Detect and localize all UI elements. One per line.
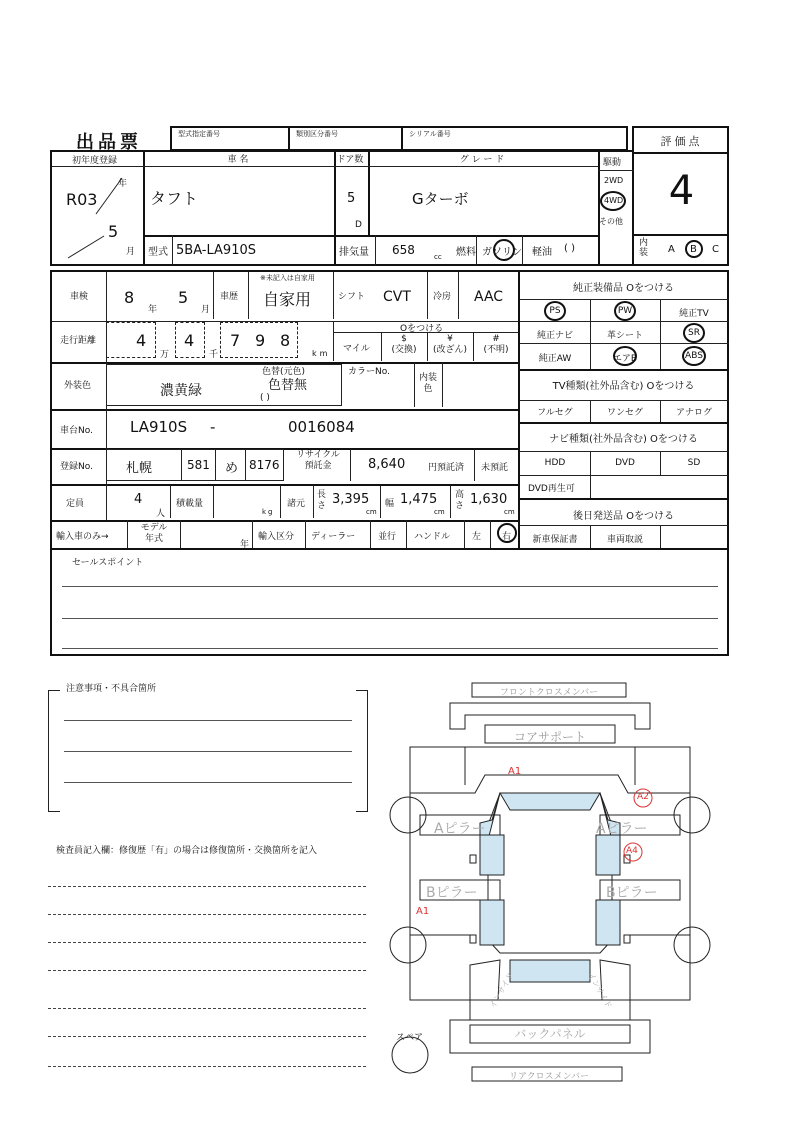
import-type-label: 輸入区分 bbox=[258, 532, 295, 542]
color-label: 外装色 bbox=[64, 381, 92, 391]
recycle-not-deposited: 未預託 bbox=[481, 463, 509, 473]
equip-navi: 純正ナビ bbox=[536, 331, 573, 341]
height-label: 高さ bbox=[455, 490, 465, 511]
later-title: 後日発送品 Oをつける bbox=[572, 511, 675, 522]
capacity-label: 定員 bbox=[66, 499, 85, 509]
load-unit: kg bbox=[262, 508, 275, 516]
later-warranty: 新車保証書 bbox=[532, 535, 578, 545]
rating-label: 評価点 bbox=[660, 135, 703, 148]
serial-field bbox=[401, 126, 628, 151]
equip-tv: 純正TV bbox=[679, 309, 709, 319]
displacement-label: 排気量 bbox=[339, 247, 369, 258]
core-support-label: コアサポート bbox=[513, 730, 586, 744]
mileage-unknown: # (不明) bbox=[483, 334, 509, 355]
recycle: 8,640 bbox=[368, 457, 406, 472]
fuel-paren: ( ) bbox=[564, 243, 575, 254]
class-num-label: 類別区分番号 bbox=[296, 130, 338, 138]
first-reg-month: 5 bbox=[108, 222, 119, 241]
navi-dvd-play: DVD再生可 bbox=[528, 484, 575, 494]
import-dealer: ディーラー bbox=[311, 532, 356, 542]
interior-label: 内装 bbox=[639, 238, 649, 258]
mileage-sen: 千 bbox=[209, 350, 219, 360]
mileage-d2: 4 bbox=[184, 331, 195, 350]
model-year-label: モデル 年式 bbox=[140, 523, 168, 544]
drive-label: 駆動 bbox=[603, 158, 622, 168]
equip-aw: 純正AW bbox=[538, 354, 572, 364]
reg-label: 登録No. bbox=[60, 462, 93, 472]
inspection-year-unit: 年 bbox=[148, 305, 158, 315]
tv-analog: アナログ bbox=[675, 408, 712, 418]
width: 1,475 bbox=[400, 492, 438, 507]
capacity: 4 bbox=[134, 492, 143, 507]
equip-airbag: エアB bbox=[612, 354, 638, 364]
car-name-label: 車 名 bbox=[227, 155, 249, 165]
fuel-label: 燃料 bbox=[456, 247, 476, 258]
reg-num: 8176 bbox=[249, 458, 280, 472]
import-parallel: 並行 bbox=[378, 532, 397, 542]
a-pillar-left-label: Aピラー bbox=[434, 821, 486, 837]
equip-abs: ABS bbox=[685, 351, 703, 361]
handle-right: 右 bbox=[502, 532, 512, 542]
tv-fullseg: フルセグ bbox=[537, 408, 573, 418]
mileage-d1: 4 bbox=[136, 331, 147, 350]
width-unit: cm bbox=[434, 508, 445, 516]
fuel-diesel: 軽油 bbox=[532, 247, 552, 258]
model-cert-label: 型式指定番号 bbox=[178, 130, 220, 138]
import-label: 輸入車のみ→ bbox=[56, 532, 109, 542]
doors: 5 bbox=[347, 191, 356, 206]
inspection-year: 8 bbox=[124, 288, 135, 307]
shift-label: シフト bbox=[338, 292, 366, 302]
navi-sd: SD bbox=[687, 458, 701, 468]
height: 1,630 bbox=[470, 492, 508, 507]
back-panel-label: バックパネル bbox=[514, 1027, 586, 1041]
sales-point-box bbox=[50, 548, 729, 656]
class-num-field bbox=[288, 126, 403, 151]
spare-label: スペア bbox=[396, 1033, 424, 1043]
handle-left: 左 bbox=[472, 532, 482, 542]
equipment-title: 純正装備品 Oをつける bbox=[572, 283, 675, 294]
notes-bracket bbox=[48, 690, 60, 812]
fuel-gasoline: ガソリン bbox=[482, 247, 522, 258]
repaint: 色替無 bbox=[268, 378, 308, 393]
mileage-d5: 8 bbox=[280, 331, 291, 350]
damage-mark-a2: A2 bbox=[637, 792, 649, 802]
ac-label: 冷房 bbox=[433, 292, 452, 302]
inside-left-label: インサイド bbox=[487, 971, 516, 1010]
grade-label: グ レ ー ド bbox=[459, 155, 505, 165]
front-cross-label: フロントクロスメンバー bbox=[499, 688, 599, 698]
tv-title: TV種類(社外品含む) Oをつける bbox=[552, 381, 695, 392]
reg-class: 581 bbox=[187, 458, 210, 472]
damage-mark-a1-left: A1 bbox=[416, 906, 430, 917]
inspector-label: 検査員記入欄：修復歴「有」の場合は修復箇所・交換箇所を記入 bbox=[56, 846, 318, 856]
rating-value: 4 bbox=[668, 168, 695, 214]
interior-a: A bbox=[668, 244, 675, 255]
mileage-label: 走行距離 bbox=[60, 336, 97, 346]
first-reg-era: R03 bbox=[66, 190, 98, 209]
color-no-label: カラーNo. bbox=[348, 367, 390, 377]
displacement-unit: cc bbox=[434, 253, 442, 261]
b-pillar-right-label: Bピラー bbox=[606, 885, 658, 901]
first-reg-year-unit: 年 bbox=[118, 179, 128, 189]
inspection-month: 5 bbox=[178, 288, 189, 307]
sales-point-label: セールスポイント bbox=[72, 558, 144, 568]
b-pillar-left-label: Bピラー bbox=[426, 885, 478, 901]
chassis-label: 車台No. bbox=[60, 426, 93, 436]
length-label: 長さ bbox=[317, 490, 327, 511]
mileage-altered: ¥ (改ざん) bbox=[432, 334, 468, 355]
mileage-man: 万 bbox=[160, 350, 170, 360]
damage-mark-a1-top: A1 bbox=[508, 766, 522, 777]
inspection-label: 車検 bbox=[70, 292, 89, 302]
navi-dvd: DVD bbox=[615, 458, 635, 468]
equip-pw: PW bbox=[617, 306, 633, 316]
equip-ps: PS bbox=[549, 306, 561, 316]
page-title: 出品票 bbox=[76, 132, 142, 153]
capacity-unit: 人 bbox=[156, 509, 166, 519]
a-pillar-right-label: Aピラー bbox=[596, 821, 648, 837]
first-reg-label: 初年度登録 bbox=[72, 156, 118, 166]
equip-leather: 革シート bbox=[606, 331, 643, 341]
doors-label: ドア数 bbox=[336, 155, 364, 165]
model-year-unit: 年 bbox=[240, 540, 250, 550]
notes-label: 注意事項・不具合箇所 bbox=[64, 681, 158, 694]
model-type: 5BA-LA910S bbox=[176, 243, 256, 258]
interior-color-label: 内装 色 bbox=[418, 373, 437, 394]
history: 自家用 bbox=[263, 290, 312, 309]
inside-right-label: インサイド bbox=[585, 971, 614, 1010]
length: 3,395 bbox=[332, 492, 370, 507]
recycle-label: リサイクル 預託金 bbox=[296, 450, 340, 471]
mileage-km: km bbox=[312, 349, 331, 358]
chassis-number: 0016084 bbox=[288, 418, 355, 436]
drive-4wd: 4WD bbox=[604, 196, 624, 205]
height-unit: cm bbox=[504, 508, 515, 516]
rear-cross-label: リアクロスメンバー bbox=[508, 1072, 590, 1082]
mileage-digit-box-1 bbox=[106, 322, 156, 358]
mileage-exchange: $ (交換) bbox=[391, 334, 417, 355]
chassis-dash: - bbox=[210, 418, 216, 436]
inspection-month-unit: 月 bbox=[201, 305, 211, 315]
equip-sr: SR bbox=[688, 328, 700, 338]
notes-bracket-right bbox=[356, 690, 368, 812]
interior-c: C bbox=[712, 244, 719, 255]
reg-kana: め bbox=[225, 461, 239, 476]
tv-oneseg: ワンセグ bbox=[606, 408, 643, 418]
drive-2wd: 2WD bbox=[604, 176, 624, 185]
model-type-label: 型式 bbox=[148, 247, 168, 258]
mileage-circle-note: Oをつける bbox=[400, 324, 444, 334]
navi-title: ナビ種類(社外品含む) Oをつける bbox=[549, 434, 698, 445]
model-cert-field bbox=[170, 126, 290, 151]
drive-other: その他 bbox=[599, 217, 623, 226]
repaint-paren: ( ) bbox=[260, 393, 270, 403]
length-unit: cm bbox=[366, 508, 377, 516]
interior-b: B bbox=[690, 244, 697, 255]
damage-mark-a4: A4 bbox=[626, 846, 638, 856]
car-name: タフト bbox=[150, 189, 199, 208]
shift: CVT bbox=[383, 289, 411, 305]
load-label: 積載量 bbox=[176, 499, 204, 509]
later-manual: 車両取説 bbox=[606, 535, 643, 545]
repaint-label: 色替(元色) bbox=[262, 367, 306, 377]
history-label: 車歴 bbox=[220, 292, 239, 302]
grade: Gターボ bbox=[412, 190, 469, 208]
first-reg-month-unit: 月 bbox=[126, 247, 136, 257]
history-note: ※未記入は自家用 bbox=[260, 274, 315, 282]
width-label: 幅 bbox=[385, 499, 395, 509]
mileage-mile: マイル bbox=[343, 344, 370, 354]
recycle-yen: 円預託済 bbox=[428, 463, 465, 473]
ac: AAC bbox=[474, 289, 504, 305]
reg-place: 札幌 bbox=[126, 461, 153, 476]
displacement: 658 bbox=[392, 243, 415, 257]
handle-label: ハンドル bbox=[414, 532, 451, 542]
navi-hdd: HDD bbox=[544, 458, 566, 468]
dims-label: 諸元 bbox=[287, 499, 306, 509]
chassis-prefix: LA910S bbox=[130, 418, 188, 436]
mileage-d4: 9 bbox=[255, 331, 266, 350]
color: 濃黄緑 bbox=[160, 383, 202, 399]
door-d: D bbox=[355, 220, 362, 230]
serial-label: シリアル番号 bbox=[409, 130, 451, 138]
mileage-d3: 7 bbox=[230, 331, 241, 350]
fuel-circle bbox=[493, 239, 515, 261]
